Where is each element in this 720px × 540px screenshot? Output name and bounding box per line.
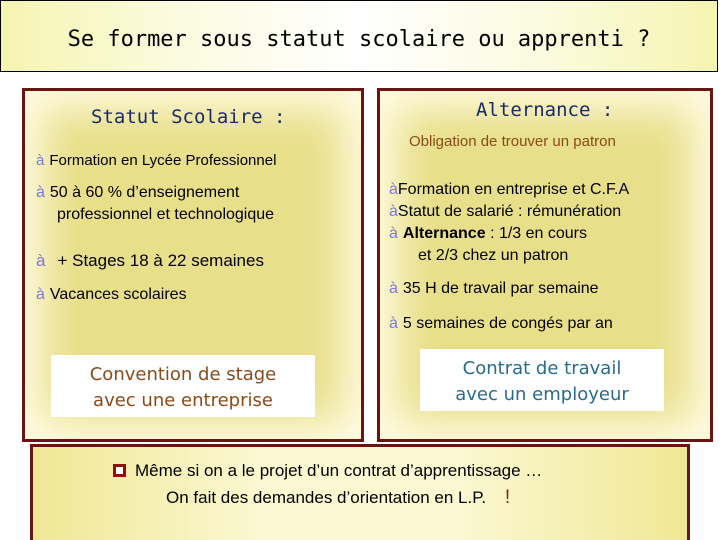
- checkbox-bullet-icon: [113, 464, 126, 477]
- arrow-icon: à: [389, 203, 398, 220]
- convention-box: [51, 355, 315, 417]
- left-item-1: à Formation en Lycée Professionnel: [36, 152, 277, 169]
- arrow-icon: à: [389, 181, 398, 198]
- left-item-4: à Vacances scolaires: [36, 286, 187, 303]
- arrow-icon: à: [36, 184, 45, 201]
- contrat-line2: avec un employeur: [455, 384, 629, 405]
- right-item-5: à 5 semaines de congés par an: [389, 315, 613, 332]
- right-item-2: àStatut de salarié : rémunération: [389, 203, 622, 220]
- left-heading: Statut Scolaire :: [91, 106, 286, 128]
- left-item-2-cont: professionnel et technologique: [57, 206, 275, 223]
- convention-line2: avec une entreprise: [93, 390, 273, 411]
- right-item-3: à Alternance : 1/3 en cours: [389, 225, 588, 242]
- convention-line1: Convention de stage: [89, 364, 277, 385]
- page-title: Se former sous statut scolaire ou apprenti ?: [67, 27, 651, 52]
- arrow-icon: à: [389, 225, 398, 242]
- contrat-box: [420, 349, 664, 411]
- bottom-line1: Même si on a le projet d’un contrat d’apprentissage …: [113, 461, 542, 481]
- right-item-3-cont: et 2/3 chez un patron: [418, 247, 569, 264]
- left-item-2: à 50 à 60 % d’enseignement: [36, 184, 240, 201]
- arrow-icon: à: [36, 251, 46, 270]
- exclamation-mark: !: [504, 487, 511, 508]
- contrat-line1: Contrat de travail: [462, 358, 622, 379]
- arrow-icon: à: [389, 315, 398, 332]
- right-heading: Alternance :: [476, 99, 614, 121]
- title-bar: [0, 0, 718, 72]
- arrow-icon: à: [36, 152, 45, 169]
- right-subheading: Obligation de trouver un patron: [409, 133, 616, 150]
- arrow-icon: à: [36, 286, 45, 303]
- panel-alternance: [377, 88, 713, 442]
- panel-statut-scolaire: [22, 88, 364, 442]
- bottom-note: [30, 444, 690, 540]
- right-item-4: à 35 H de travail par semaine: [389, 280, 599, 297]
- arrow-icon: à: [389, 280, 398, 297]
- right-item-1: àFormation en entreprise et C.F.A: [389, 181, 630, 198]
- bottom-line2: On fait des demandes d’orientation en L.P. !: [166, 487, 511, 508]
- left-item-3: à + Stages 18 à 22 semaines: [36, 251, 264, 270]
